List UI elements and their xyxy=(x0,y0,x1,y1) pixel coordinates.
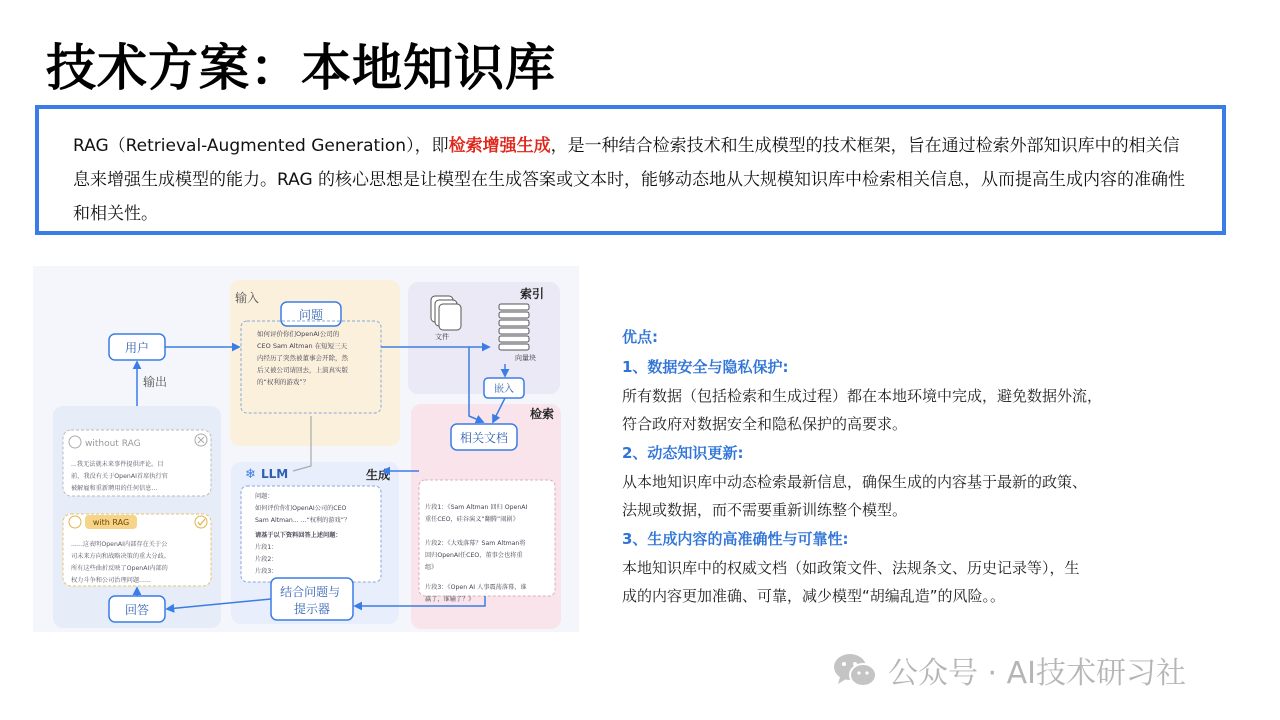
advantage-1-line-2: 符合政府对数据安全和隐私保护的高要求。 xyxy=(622,415,908,433)
answer-box-label: 回答 xyxy=(124,603,150,617)
prompt-line-4: 请基于以下资料回答上述问题： xyxy=(255,532,342,539)
without-rag-line-1: ...我无法就未来事件提供评论。目 xyxy=(71,461,164,468)
question-line-1: 如何评价你们OpenAI公司的 xyxy=(257,330,340,338)
chunk-line-1: 片段1：《Sam Altman 回归 OpenAI xyxy=(425,504,528,511)
chunk-line-6: 片段3：《Open AI 人事震荡落幕，谁 xyxy=(425,584,527,591)
chunk-line-3: 片段2：《大戏落幕？Sam Altman将 xyxy=(425,540,526,547)
prompt-line-6: 片段2： xyxy=(255,556,278,563)
llm-label: LLM xyxy=(261,467,289,481)
combine-line-1: 结合问题与 xyxy=(280,585,341,599)
prompt-line-2: 如何评价你们OpenAI公司的CEO xyxy=(255,505,347,512)
question-line-5: 的“权利的游戏”？ xyxy=(257,378,310,386)
prompt-line-5: 片段1： xyxy=(255,544,278,551)
advantage-2-line-2: 法规或数据，而不需要重新训练整个模型。 xyxy=(622,501,908,519)
question-box-label: 问题 xyxy=(298,308,324,322)
user-box-label: 用户 xyxy=(124,341,150,355)
advantages-heading: 优点: xyxy=(622,328,658,346)
page-title: 技术方案：本地知识库 xyxy=(46,39,556,97)
with-rag-label: with RAG xyxy=(92,518,130,527)
advantage-3-line-2: 成的内容更加准确、可靠，减少模型“胡编乱造”的风险。。 xyxy=(622,587,1006,605)
without-rag-line-2: 前，我没有关于OpenAI首席执行官 xyxy=(71,473,168,480)
chunk-line-5: 组》 xyxy=(425,564,438,571)
with-rag-line-1: ......这表明OpenAI内部存在关于公 xyxy=(71,541,168,548)
question-line-2: CEO Sam Altman 在短短三天 xyxy=(257,342,348,350)
question-line-3: 内经历了突然被董事会开除，然 xyxy=(257,354,348,362)
label-generate: 生成 xyxy=(366,468,391,482)
embed-box-label: 嵌入 xyxy=(494,384,514,395)
with-rag-line-3: 所有这些曲折反映了OpenAI内部的 xyxy=(71,565,168,572)
chunks-frame xyxy=(419,480,555,596)
chunk-line-4: 回归OpenAI任CEO，董事会也将重 xyxy=(425,552,523,559)
intro-highlight: 检索增强生成 xyxy=(448,136,551,156)
label-index: 索引 xyxy=(520,287,545,301)
advantage-3-line-1: 本地知识库中的权威文档（如政策文件、法规条文、历史记录等），生 xyxy=(622,559,1080,577)
intro-text xyxy=(73,129,1193,231)
question-line-4: 后又被公司请回去，上演真实版 xyxy=(257,366,348,374)
vector-label: 向量块 xyxy=(515,354,536,362)
advantage-2-title: 2、动态知识更新: xyxy=(622,444,744,462)
watermark xyxy=(832,648,1186,692)
chunk-line-7: 赢了，谁输了？》 xyxy=(425,596,475,603)
advantage-2-line-1: 从本地知识库中动态检索最新信息，确保生成的内容基于最新的政策、 xyxy=(622,473,1088,491)
snowflake-icon: ❄ xyxy=(245,467,256,482)
prompt-line-1: 问题： xyxy=(255,493,274,500)
advantage-3-title: 3、生成内容的高准确性与可靠性: xyxy=(622,530,849,548)
rag-diagram xyxy=(33,266,579,632)
prompt-line-3: Sam Altman... ...“权利的游戏”？ xyxy=(255,517,351,524)
advantage-1-title: 1、数据安全与隐私保护: xyxy=(622,358,789,376)
with-rag-line-2: 司未来方向和战略决策的重大分歧。 xyxy=(71,553,170,560)
advantage-1-line-1: 所有数据（包括检索和生成过程）都在本地环境中完成，避免数据外流， xyxy=(622,387,1103,405)
label-output: 输出 xyxy=(143,375,168,389)
with-rag-line-4: 权力斗争和公司治理问题...... xyxy=(71,577,151,584)
intro-part1: RAG（Retrieval-Augmented Generation），即 xyxy=(73,136,449,156)
intro-box xyxy=(35,105,1226,235)
wechat-icon xyxy=(832,650,878,690)
watermark-text: 公众号 · AI技术研习社 xyxy=(888,656,1186,691)
rag-diagram-svg xyxy=(33,266,579,632)
label-retrieve: 检索 xyxy=(530,407,555,421)
advantages-section xyxy=(622,322,1142,610)
chunks-text xyxy=(425,503,529,603)
prompt-line-7: 片段3： xyxy=(255,568,278,575)
without-rag-text xyxy=(71,460,170,492)
without-rag-line-3: 被解雇和重新聘用的任何信息... xyxy=(71,485,158,492)
chunk-line-2: 重任CEO，硅谷演义“翻腾”闹剧》 xyxy=(425,516,519,523)
without-rag-label: without RAG xyxy=(85,439,141,449)
combine-line-2: 提示器 xyxy=(293,602,331,616)
files-label: 文件 xyxy=(435,333,449,341)
label-input: 输入 xyxy=(235,291,260,305)
intro-part2: ，是一种结合检索技术和生成模型的技术框架，旨在通过检索外部知识库中的相关信息来增强生成模型的能力。RAG 的核心思想是让模型在生成答案或文本时，能够动态地从大规模知识库中检索相关信息，从而提高生成内容的准确性和相关性。 xyxy=(73,136,1186,224)
related-docs-label: 相关文档 xyxy=(459,431,509,445)
